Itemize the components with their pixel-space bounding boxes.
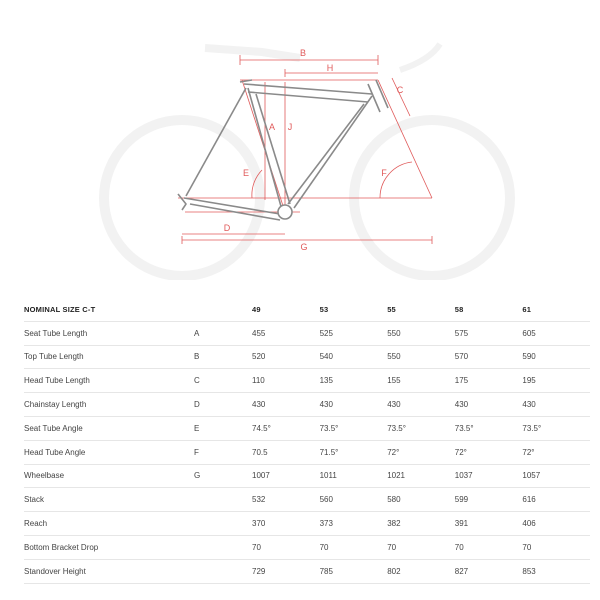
row-value: 827 (455, 559, 523, 583)
row-code (194, 512, 252, 536)
bottom-bracket (278, 205, 292, 219)
row-value: 373 (320, 512, 388, 536)
row-value: 391 (455, 512, 523, 536)
row-value: 406 (522, 512, 590, 536)
row-value: 430 (455, 393, 523, 417)
header-label: NOMINAL SIZE C-T (24, 298, 194, 321)
table-row (24, 488, 590, 512)
row-value: 430 (387, 393, 455, 417)
row-label: Seat Tube Length (24, 321, 194, 345)
row-value: 1007 (252, 464, 320, 488)
row-code (194, 535, 252, 559)
row-code: G (194, 464, 252, 488)
row-value: 550 (387, 321, 455, 345)
handlebar-ghost (400, 44, 440, 70)
row-value: 195 (522, 369, 590, 393)
row-value: 430 (252, 393, 320, 417)
row-value: 72° (387, 440, 455, 464)
table-row (24, 440, 590, 464)
row-value: 540 (320, 345, 388, 369)
row-value: 72° (455, 440, 523, 464)
row-code: A (194, 321, 252, 345)
dim-label-a: A (268, 122, 276, 132)
row-value: 430 (522, 393, 590, 417)
row-value: 525 (320, 321, 388, 345)
row-value: 72° (522, 440, 590, 464)
row-label: Bottom Bracket Drop (24, 535, 194, 559)
row-code: F (194, 440, 252, 464)
table-row (24, 464, 590, 488)
rear-dropout (178, 194, 186, 210)
row-code: D (194, 393, 252, 417)
row-value: 570 (455, 345, 523, 369)
head-tube-side (376, 80, 388, 108)
top-tube-inner (248, 92, 368, 102)
row-value: 155 (387, 369, 455, 393)
row-value: 382 (387, 512, 455, 536)
dim-label-d: D (223, 223, 231, 233)
row-label: Top Tube Length (24, 345, 194, 369)
row-value: 110 (252, 369, 320, 393)
row-value: 70.5 (252, 440, 320, 464)
table-row (24, 512, 590, 536)
table-row (24, 393, 590, 417)
frame-geometry-diagram (0, 0, 600, 280)
row-value: 605 (522, 321, 590, 345)
row-value: 532 (252, 488, 320, 512)
row-value: 70 (522, 535, 590, 559)
row-value: 853 (522, 559, 590, 583)
row-label: Reach (24, 512, 194, 536)
dim-label-h: H (326, 63, 334, 73)
row-value: 785 (320, 559, 388, 583)
row-code (194, 559, 252, 583)
table-row (24, 559, 590, 583)
row-value: 1057 (522, 464, 590, 488)
down-tube (294, 96, 372, 208)
header-size-53: 53 (320, 298, 388, 321)
header-size-49: 49 (252, 298, 320, 321)
row-value: 135 (320, 369, 388, 393)
row-value: 175 (455, 369, 523, 393)
row-value: 455 (252, 321, 320, 345)
row-value: 70 (320, 535, 388, 559)
dim-label-b: B (299, 48, 307, 58)
seat-ghost (205, 48, 300, 58)
row-value: 74.5° (252, 416, 320, 440)
table-header-row (24, 298, 590, 321)
row-value: 729 (252, 559, 320, 583)
header-size-55: 55 (387, 298, 455, 321)
row-value: 430 (320, 393, 388, 417)
dimension-lines (178, 55, 432, 244)
table-row (24, 416, 590, 440)
row-value: 70 (252, 535, 320, 559)
row-value: 1011 (320, 464, 388, 488)
row-value: 73.5° (455, 416, 523, 440)
row-value: 370 (252, 512, 320, 536)
row-value: 599 (455, 488, 523, 512)
header-code (194, 298, 252, 321)
row-value: 73.5° (387, 416, 455, 440)
dim-label-f: F (381, 168, 387, 178)
row-label: Seat Tube Angle (24, 416, 194, 440)
row-value: 616 (522, 488, 590, 512)
dim-label-c: C (396, 85, 404, 95)
row-value: 70 (387, 535, 455, 559)
row-value: 1021 (387, 464, 455, 488)
row-label: Head Tube Length (24, 369, 194, 393)
row-code (194, 488, 252, 512)
row-value: 802 (387, 559, 455, 583)
dim-line-c (392, 78, 410, 116)
row-value: 560 (320, 488, 388, 512)
row-value: 590 (522, 345, 590, 369)
row-value: 550 (387, 345, 455, 369)
row-value: 71.5° (320, 440, 388, 464)
dim-label-g: G (300, 242, 308, 252)
row-code: E (194, 416, 252, 440)
table-row (24, 321, 590, 345)
table-row (24, 535, 590, 559)
geometry-table (24, 298, 590, 584)
row-value: 73.5° (522, 416, 590, 440)
row-code: C (194, 369, 252, 393)
header-size-61: 61 (522, 298, 590, 321)
row-value: 70 (455, 535, 523, 559)
table-row (24, 345, 590, 369)
row-label: Stack (24, 488, 194, 512)
row-value: 575 (455, 321, 523, 345)
dim-label-j: J (287, 122, 293, 132)
row-value: 580 (387, 488, 455, 512)
row-label: Head Tube Angle (24, 440, 194, 464)
row-label: Chainstay Length (24, 393, 194, 417)
row-value: 73.5° (320, 416, 388, 440)
table-row (24, 369, 590, 393)
header-size-58: 58 (455, 298, 523, 321)
row-label: Wheelbase (24, 464, 194, 488)
row-value: 520 (252, 345, 320, 369)
row-code: B (194, 345, 252, 369)
dim-label-e: E (242, 168, 250, 178)
row-value: 1037 (455, 464, 523, 488)
row-label: Standover Height (24, 559, 194, 583)
